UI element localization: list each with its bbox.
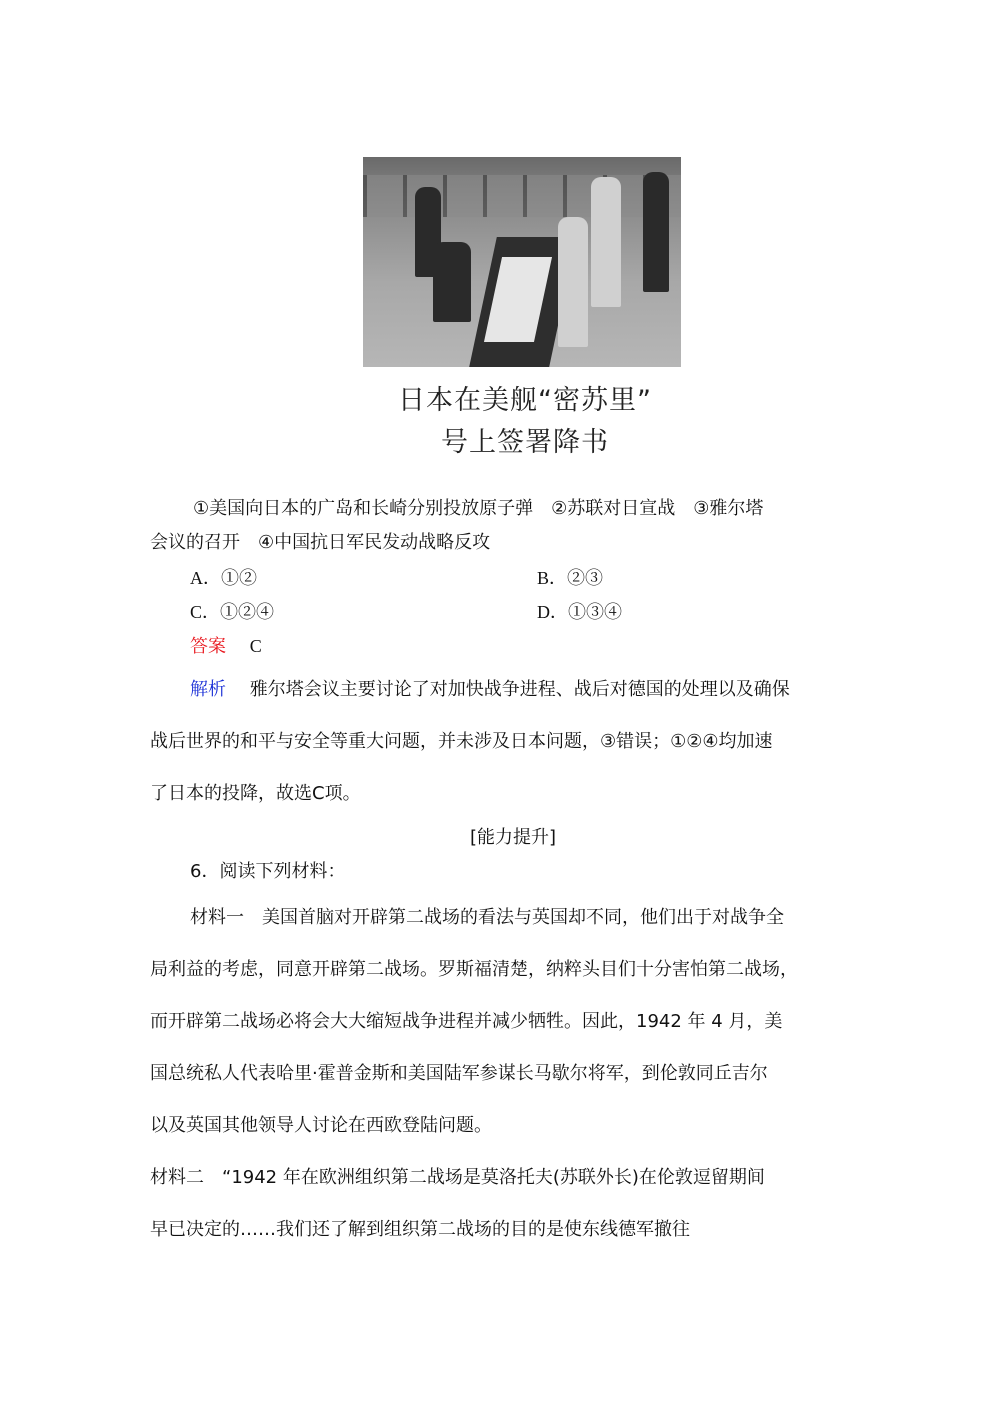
analysis-label: 解析 (190, 679, 226, 700)
material-2-line-1: 材料二 “1942 年在欧洲组织第二战场是莫洛托夫(苏联外长)在伦敦逗留期间 (150, 1167, 765, 1188)
analysis-line-2: 战后世界的和平与安全等重大问题，并未涉及日本问题，③错误；①②④均加速 (150, 731, 773, 752)
material-1-line-5: 以及英国其他领导人讨论在西欧登陆问题。 (150, 1115, 492, 1136)
photo-figure (433, 242, 471, 322)
option-b: B．②③ (537, 568, 604, 588)
answer-row (190, 632, 262, 658)
photo-figure (591, 177, 621, 307)
analysis-line-1: 雅尔塔会议主要讨论了对加快战争进程、战后对德国的处理以及确保 (249, 679, 790, 700)
figure-caption-line-1: 日本在美舰“密苏里” (398, 385, 652, 416)
answer-value: C (249, 636, 262, 656)
surrender-ceremony-photo (363, 157, 681, 367)
figure-caption-line-2: 号上签署降书 (441, 427, 609, 458)
option-d: D．①③④ (537, 602, 622, 622)
question-6-stem: 6．阅读下列材料： (190, 861, 346, 882)
material-1-line-4: 国总统私人代表哈里·霍普金斯和美国陆军参谋长马歇尔将军，到伦敦同丘吉尔 (150, 1063, 768, 1084)
photo-figure (558, 217, 588, 347)
option-c: C．①②④ (190, 602, 275, 622)
section-heading: [能力提升] (470, 827, 557, 848)
question-stem-line-1: ①美国向日本的广岛和长崎分别投放原子弹 ②苏联对日宣战 ③雅尔塔 (193, 498, 764, 519)
material-1-line-3: 而开辟第二战场必将会大大缩短战争进程并减少牺牲。因此，1942 年 4 月，美 (150, 1011, 783, 1032)
analysis-line-3: 了日本的投降，故选C项。 (150, 783, 361, 804)
material-1-line-2: 局利益的考虑，同意开辟第二战场。罗斯福清楚，纳粹头目们十分害怕第二战场， (150, 959, 798, 980)
option-a: A．①② (190, 568, 257, 588)
material-1-line-1: 材料一 美国首脑对开辟第二战场的看法与英国却不同，他们出于对战争全 (190, 907, 784, 928)
photo-ship-railing (363, 175, 681, 217)
question-stem-line-2: 会议的召开 ④中国抗日军民发动战略反攻 (150, 532, 491, 553)
photo-figure (643, 172, 669, 292)
answer-label: 答案 (190, 636, 226, 657)
analysis-row (190, 675, 790, 701)
material-2-line-2: 早已决定的……我们还了解到组织第二战场的目的是使东线德军撤往 (150, 1219, 690, 1240)
